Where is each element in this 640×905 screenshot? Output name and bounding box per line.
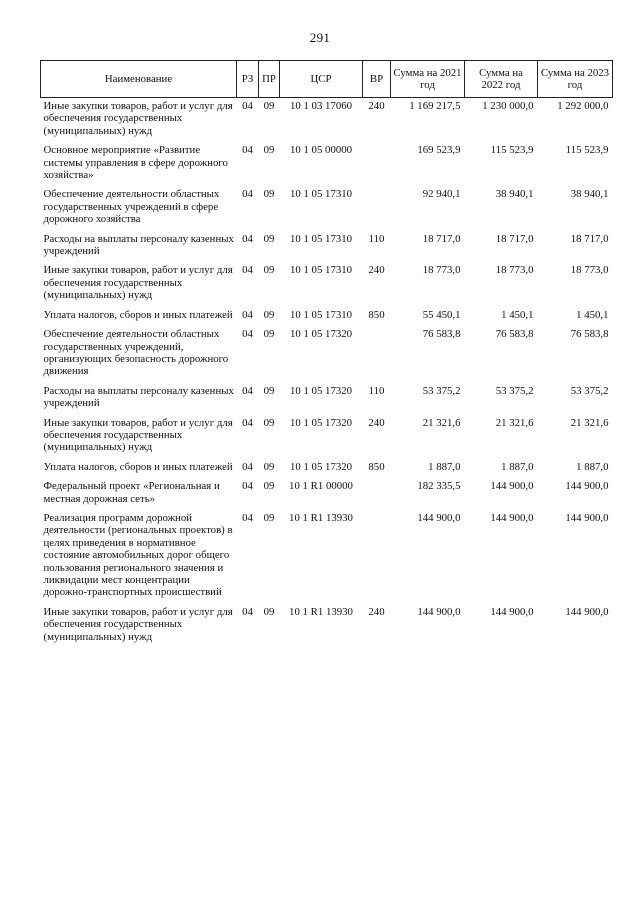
cell-csr: 10 1 05 17320 [289, 328, 353, 341]
table-row [41, 264, 613, 308]
header-pr: ПР [259, 61, 280, 98]
cell-sum-2023: 53 375,2 [570, 384, 609, 397]
cell-rz: 04 [242, 480, 253, 493]
cell-pr: 09 [263, 460, 275, 473]
cell-sum-2023: 76 583,8 [570, 328, 609, 341]
cell-vr: 240 [368, 100, 385, 112]
cell-name: Иные закупки товаров, работ и услуг для обеспечения государственных (муниципальных) нужд [43, 100, 233, 137]
cell-csr: 10 1 05 17310 [289, 232, 353, 245]
table-row [41, 188, 613, 232]
cell-sum-2022: 115 523,9 [490, 144, 534, 157]
cell-vr [363, 512, 391, 606]
cell-csr: 10 1 05 17310 [289, 188, 353, 201]
header-csr: ЦСР [280, 61, 363, 98]
cell-sum-2022: 144 900,0 [490, 605, 534, 618]
table-row [41, 480, 613, 512]
cell-sum-2021: 144 900,0 [417, 511, 461, 524]
cell-rz: 04 [242, 384, 253, 397]
table-row [41, 98, 613, 145]
cell-rz: 04 [242, 308, 253, 321]
cell-sum-2023: 21 321,6 [570, 416, 609, 429]
cell-sum-2022: 53 375,2 [495, 384, 534, 397]
cell-vr: 110 [368, 232, 385, 245]
cell-sum-2022: 18 773,0 [495, 264, 534, 277]
cell-sum-2021: 169 523,9 [417, 144, 461, 157]
cell-vr: 850 [368, 308, 385, 321]
cell-pr: 09 [263, 605, 275, 618]
cell-pr: 09 [263, 144, 275, 157]
cell-csr: 10 1 R1 00000 [289, 480, 353, 493]
cell-pr: 09 [263, 511, 275, 524]
cell-sum-2021: 18 773,0 [422, 264, 461, 277]
cell-vr: 850 [368, 460, 385, 473]
cell-rz: 04 [242, 605, 253, 618]
cell-sum-2023: 144 900,0 [565, 480, 609, 493]
header-sum-2022: Сумма на 2022 год [465, 61, 538, 98]
cell-sum-2021: 1 887,0 [428, 460, 461, 473]
header-vr: ВР [363, 61, 391, 98]
table-row [41, 233, 613, 265]
cell-sum-2023: 1 292 000,0 [557, 100, 609, 112]
cell-rz: 04 [242, 232, 253, 245]
table-row [41, 417, 613, 461]
header-rz: РЗ [237, 61, 259, 98]
cell-name: Расходы на выплаты персоналу казенных учреждений [43, 232, 234, 258]
cell-sum-2022: 1 450,1 [501, 308, 534, 321]
cell-vr: 240 [368, 416, 385, 429]
cell-sum-2021: 92 940,1 [422, 188, 461, 201]
cell-pr: 09 [263, 480, 275, 493]
cell-pr: 09 [263, 328, 275, 341]
cell-sum-2021: 182 335,5 [417, 480, 461, 493]
cell-name: Обеспечение деятельности областных государственных учреждений в сфере дорожного хозяйства [43, 188, 220, 226]
budget-table [40, 60, 613, 650]
cell-sum-2022: 144 900,0 [490, 511, 534, 524]
cell-csr: 10 1 03 17060 [289, 100, 353, 112]
cell-name: Уплата налогов, сборов и иных платежей [43, 460, 233, 473]
cell-sum-2023: 144 900,0 [565, 605, 609, 618]
cell-rz: 04 [242, 328, 253, 341]
cell-name: Иные закупки товаров, работ и услуг для обеспечения государственных (муниципальных) нужд [43, 264, 233, 302]
cell-vr [363, 328, 391, 385]
cell-sum-2023: 18 773,0 [570, 264, 609, 277]
cell-sum-2021: 21 321,6 [422, 416, 461, 429]
cell-csr: 10 1 05 00000 [289, 144, 353, 157]
cell-sum-2023: 115 523,9 [565, 144, 609, 157]
table-row [41, 461, 613, 480]
cell-sum-2022: 38 940,1 [495, 188, 534, 201]
cell-vr: 240 [368, 264, 385, 277]
page-number: 291 [309, 30, 331, 45]
table-row [41, 606, 613, 650]
cell-sum-2021: 18 717,0 [422, 232, 461, 245]
cell-csr: 10 1 05 17310 [289, 264, 353, 277]
cell-pr: 09 [263, 188, 275, 201]
cell-name: Расходы на выплаты персоналу казенных учреждений [43, 384, 234, 410]
cell-pr: 09 [263, 308, 275, 321]
cell-pr: 09 [263, 384, 275, 397]
cell-sum-2022: 18 717,0 [495, 232, 534, 245]
cell-pr: 09 [263, 100, 275, 112]
cell-sum-2023: 18 717,0 [570, 232, 609, 245]
cell-vr [363, 480, 391, 512]
cell-sum-2023: 144 900,0 [565, 511, 609, 524]
cell-csr: 10 1 R1 13930 [289, 511, 353, 524]
table-row [41, 309, 613, 328]
table-row [41, 512, 613, 606]
table-row [41, 144, 613, 188]
cell-sum-2021: 76 583,8 [422, 328, 461, 341]
cell-pr: 09 [263, 232, 275, 245]
cell-vr [363, 144, 391, 188]
cell-rz: 04 [242, 460, 253, 473]
cell-rz: 04 [242, 144, 253, 157]
header-sum-2021: Сумма на 2021 год [391, 61, 465, 98]
cell-rz: 04 [242, 100, 253, 112]
cell-sum-2021: 144 900,0 [417, 605, 461, 618]
cell-name: Реализация программ дорожной деятельности (региональных проектов) в целях приведения в нормативное состояние автомобильных дорог общего пользования регионального значения и ликвидации мест концентрации дорожно-транспортных происшествий [43, 511, 233, 599]
cell-csr: 10 1 05 17320 [289, 384, 353, 397]
cell-sum-2021: 55 450,1 [422, 308, 461, 321]
cell-sum-2022: 21 321,6 [495, 416, 534, 429]
cell-name: Иные закупки товаров, работ и услуг для обеспечения государственных (муниципальных) нужд [43, 605, 233, 643]
cell-pr: 09 [263, 416, 275, 429]
cell-csr: 10 1 05 17320 [289, 416, 353, 429]
table-header-row [41, 61, 613, 98]
cell-sum-2022: 76 583,8 [495, 328, 534, 341]
cell-name: Основное мероприятие «Развитие системы управления в сфере дорожного хозяйства» [43, 144, 228, 182]
cell-csr: 10 1 05 17310 [289, 308, 353, 321]
table-body [41, 98, 613, 651]
table-row [41, 385, 613, 417]
header-name: Наименование [41, 61, 237, 98]
header-sum-2023: Сумма на 2023 год [538, 61, 613, 98]
table-row [41, 328, 613, 385]
cell-pr: 09 [263, 264, 275, 277]
cell-sum-2023: 1 450,1 [576, 308, 609, 321]
cell-sum-2023: 38 940,1 [570, 188, 609, 201]
cell-sum-2023: 1 887,0 [576, 460, 609, 473]
cell-rz: 04 [242, 264, 253, 277]
cell-vr [363, 188, 391, 232]
cell-sum-2022: 1 230 000,0 [482, 100, 534, 112]
cell-name: Обеспечение деятельности областных государственных учреждений, организующих безопасность дорожного движения [43, 328, 229, 378]
cell-sum-2022: 144 900,0 [490, 480, 534, 493]
cell-sum-2021: 53 375,2 [422, 384, 461, 397]
cell-sum-2022: 1 887,0 [501, 460, 534, 473]
cell-name: Иные закупки товаров, работ и услуг для обеспечения государственных (муниципальных) нужд [43, 416, 233, 454]
cell-csr: 10 1 R1 13930 [289, 605, 353, 618]
cell-name: Уплата налогов, сборов и иных платежей [43, 308, 233, 321]
cell-rz: 04 [242, 511, 253, 524]
cell-csr: 10 1 05 17320 [289, 460, 353, 473]
cell-vr: 110 [368, 384, 385, 397]
cell-name: Федеральный проект «Региональная и местная дорожная сеть» [43, 480, 220, 505]
cell-vr: 240 [368, 605, 385, 618]
cell-rz: 04 [242, 188, 253, 201]
cell-sum-2021: 1 169 217,5 [409, 100, 461, 112]
cell-rz: 04 [242, 416, 253, 429]
